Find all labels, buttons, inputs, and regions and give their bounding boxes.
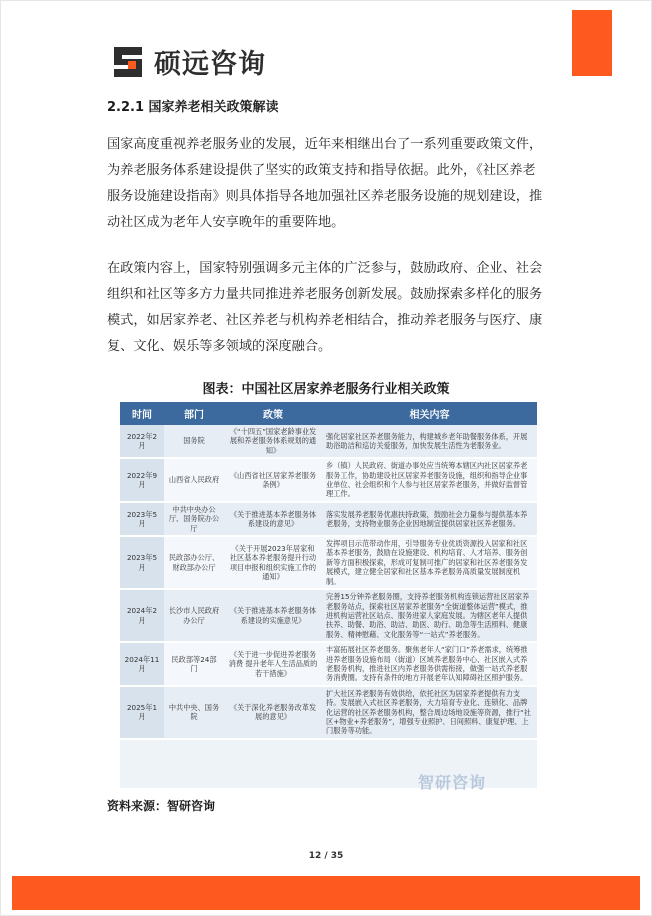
cell-policy: 《关于推进基本养老服务体系建设的实施意见》: [224, 589, 322, 642]
cell-content: 扩大社区养老服务有效供给，依托社区为居家养老提供有力支持。发展嵌入式社区养老服务，大力培育专业化、连锁化、品牌化运营的社区养老服务机构，整合周边场地设施等资源，推行“社区+物业+养老服务”，增强专业照护、日间照料、康复护理、上门服务等功能。: [322, 686, 537, 739]
header-department: 部门: [164, 402, 224, 425]
cell-time: 2022年9月: [120, 458, 164, 502]
watermark-text: 智研咨询: [418, 773, 487, 792]
cell-time: 2024年11月: [120, 642, 164, 686]
cell-policy: 《关于进一步促进养老服务消费 提升老年人生活品质的若干措施》: [224, 642, 322, 686]
cell-department: 中共中央、国务院: [164, 686, 224, 739]
footer-bar: [12, 876, 640, 910]
cell-content: 强化居家社区养老服务能力，构建城乡老年助餐服务体系，开展助浴助洁和巡访关爱服务，加快发展生活性为老服务业。: [322, 425, 537, 458]
cell-department: 民政部等24部门: [164, 642, 224, 686]
table-row: [120, 536, 537, 589]
header-time: 时间: [120, 402, 164, 425]
table-row: [120, 502, 537, 536]
header-content: 相关内容: [322, 402, 537, 425]
cell-content: 乡（镇）人民政府、街道办事处应当统筹本辖区内社区居家养老服务工作，协助建设社区居家养老服务设施，组织和指导企业事业单位、社会组织和个人参与社区居家养老服务，并做好监督管理工作。: [322, 458, 537, 502]
logo-mark-icon: [110, 45, 146, 79]
cell-time: 2025年1月: [120, 686, 164, 739]
table-row: [120, 425, 537, 458]
figure-title: 图表：中国社区居家养老服务行业相关政策: [202, 382, 450, 397]
cell-policy: 《山西省社区居家养老服务条例》: [224, 458, 322, 502]
cell-policy: 《关于深化养老服务改革发展的意见》: [224, 686, 322, 739]
paragraph-2: 在政策内容上，国家特别强调多元主体的广泛参与，鼓励政府、企业、社会组织和社区等多方力量共同推进养老服务创新发展。鼓励探索多样化的服务模式，如居家养老、社区养老与机构养老相结合，推动养老服务与医疗、康复、文化、娱乐等多领域的深度融合。: [107, 261, 543, 354]
header-policy: 政策: [224, 402, 322, 425]
table-row: [120, 458, 537, 502]
cell-content: 完善15分钟养老服务圈，支持养老服务机构连锁运营社区居家养老服务站点，探索社区居家养老服务“全街道整体运营”模式，推进机构运营社区站点、服务进家人家庭发展。为辖区老年人提供扶养、助餐、助浴、助洁、助医、助行、助急等生活照料、健康服务、精神慰藉、文化服务等“一站式”养老服务。: [322, 589, 537, 642]
cell-department: 长沙市人民政府办公厅: [164, 589, 224, 642]
corner-accent: [572, 10, 612, 76]
cell-time: 2022年2月: [120, 425, 164, 458]
cell-policy: 《关于推进基本养老服务体系建设的意见》: [224, 502, 322, 536]
section-title: 2.2.1 国家养老相关政策解读: [107, 100, 279, 115]
paragraph-1: 国家高度重视养老服务业的发展，近年来相继出台了一系列重要政策文件，为养老服务体系建设提供了坚实的政策支持和指导依据。此外，《社区养老服务设施建设指南》则具体指导各地加强社区养老服务设施的规划建设，推动社区成为老年人安享晚年的重要阵地。: [107, 137, 543, 230]
cell-policy: 《“十四五”国家老龄事业发展和养老服务体系规划的通知》: [224, 425, 322, 458]
cell-content: 落实发展养老服务优惠扶持政策，鼓励社会力量参与提供基本养老服务，支持物业服务企业因地制宜提供居家社区养老服务。: [322, 502, 537, 536]
cell-policy: 《关于开展2023年居家和社区基本养老服务提升行动项目申报和组织实施工作的通知》: [224, 536, 322, 589]
policy-table-container: [120, 402, 537, 788]
table-header-row: [120, 402, 537, 425]
brand-name: 硕远咨询: [154, 49, 266, 80]
cell-department: 中共中央办公厅、国务院办公厅: [164, 502, 224, 536]
table-row: [120, 589, 537, 642]
cell-time: 2023年5月: [120, 536, 164, 589]
cell-time: 2023年5月: [120, 502, 164, 536]
page-number: 12 / 35: [308, 851, 344, 861]
cell-department: 民政部办公厅、财政部办公厅: [164, 536, 224, 589]
cell-department: 山西省人民政府: [164, 458, 224, 502]
cell-content: 发挥项目示范带动作用，引导服务专业优质资源投入居家和社区基本养老服务，鼓励在设施建设、机构培育、人才培养、服务创新等方面积极探索，形成可复制可推广的居家和社区养老服务发展模式，建立健全居家和社区基本养老服务高质量发展制度机制。: [322, 536, 537, 589]
cell-department: 国务院: [164, 425, 224, 458]
table-row: [120, 642, 537, 686]
source-note: 资料来源：智研咨询: [107, 799, 216, 813]
brand-logo: [110, 42, 266, 81]
table-row: [120, 686, 537, 739]
cell-time: 2024年2月: [120, 589, 164, 642]
cell-content: 丰富拓展社区养老服务。聚焦老年人“家门口”养老需求，统筹推进养老服务设施布局（街道）区域养老服务中心、社区嵌入式养老服务机构，推进社区内养老服务供需衔接，做强一站式养老服务消费圈。支持有条件的地方开展老年认知障碍社区照护服务。: [322, 642, 537, 686]
policy-table: [120, 402, 537, 740]
